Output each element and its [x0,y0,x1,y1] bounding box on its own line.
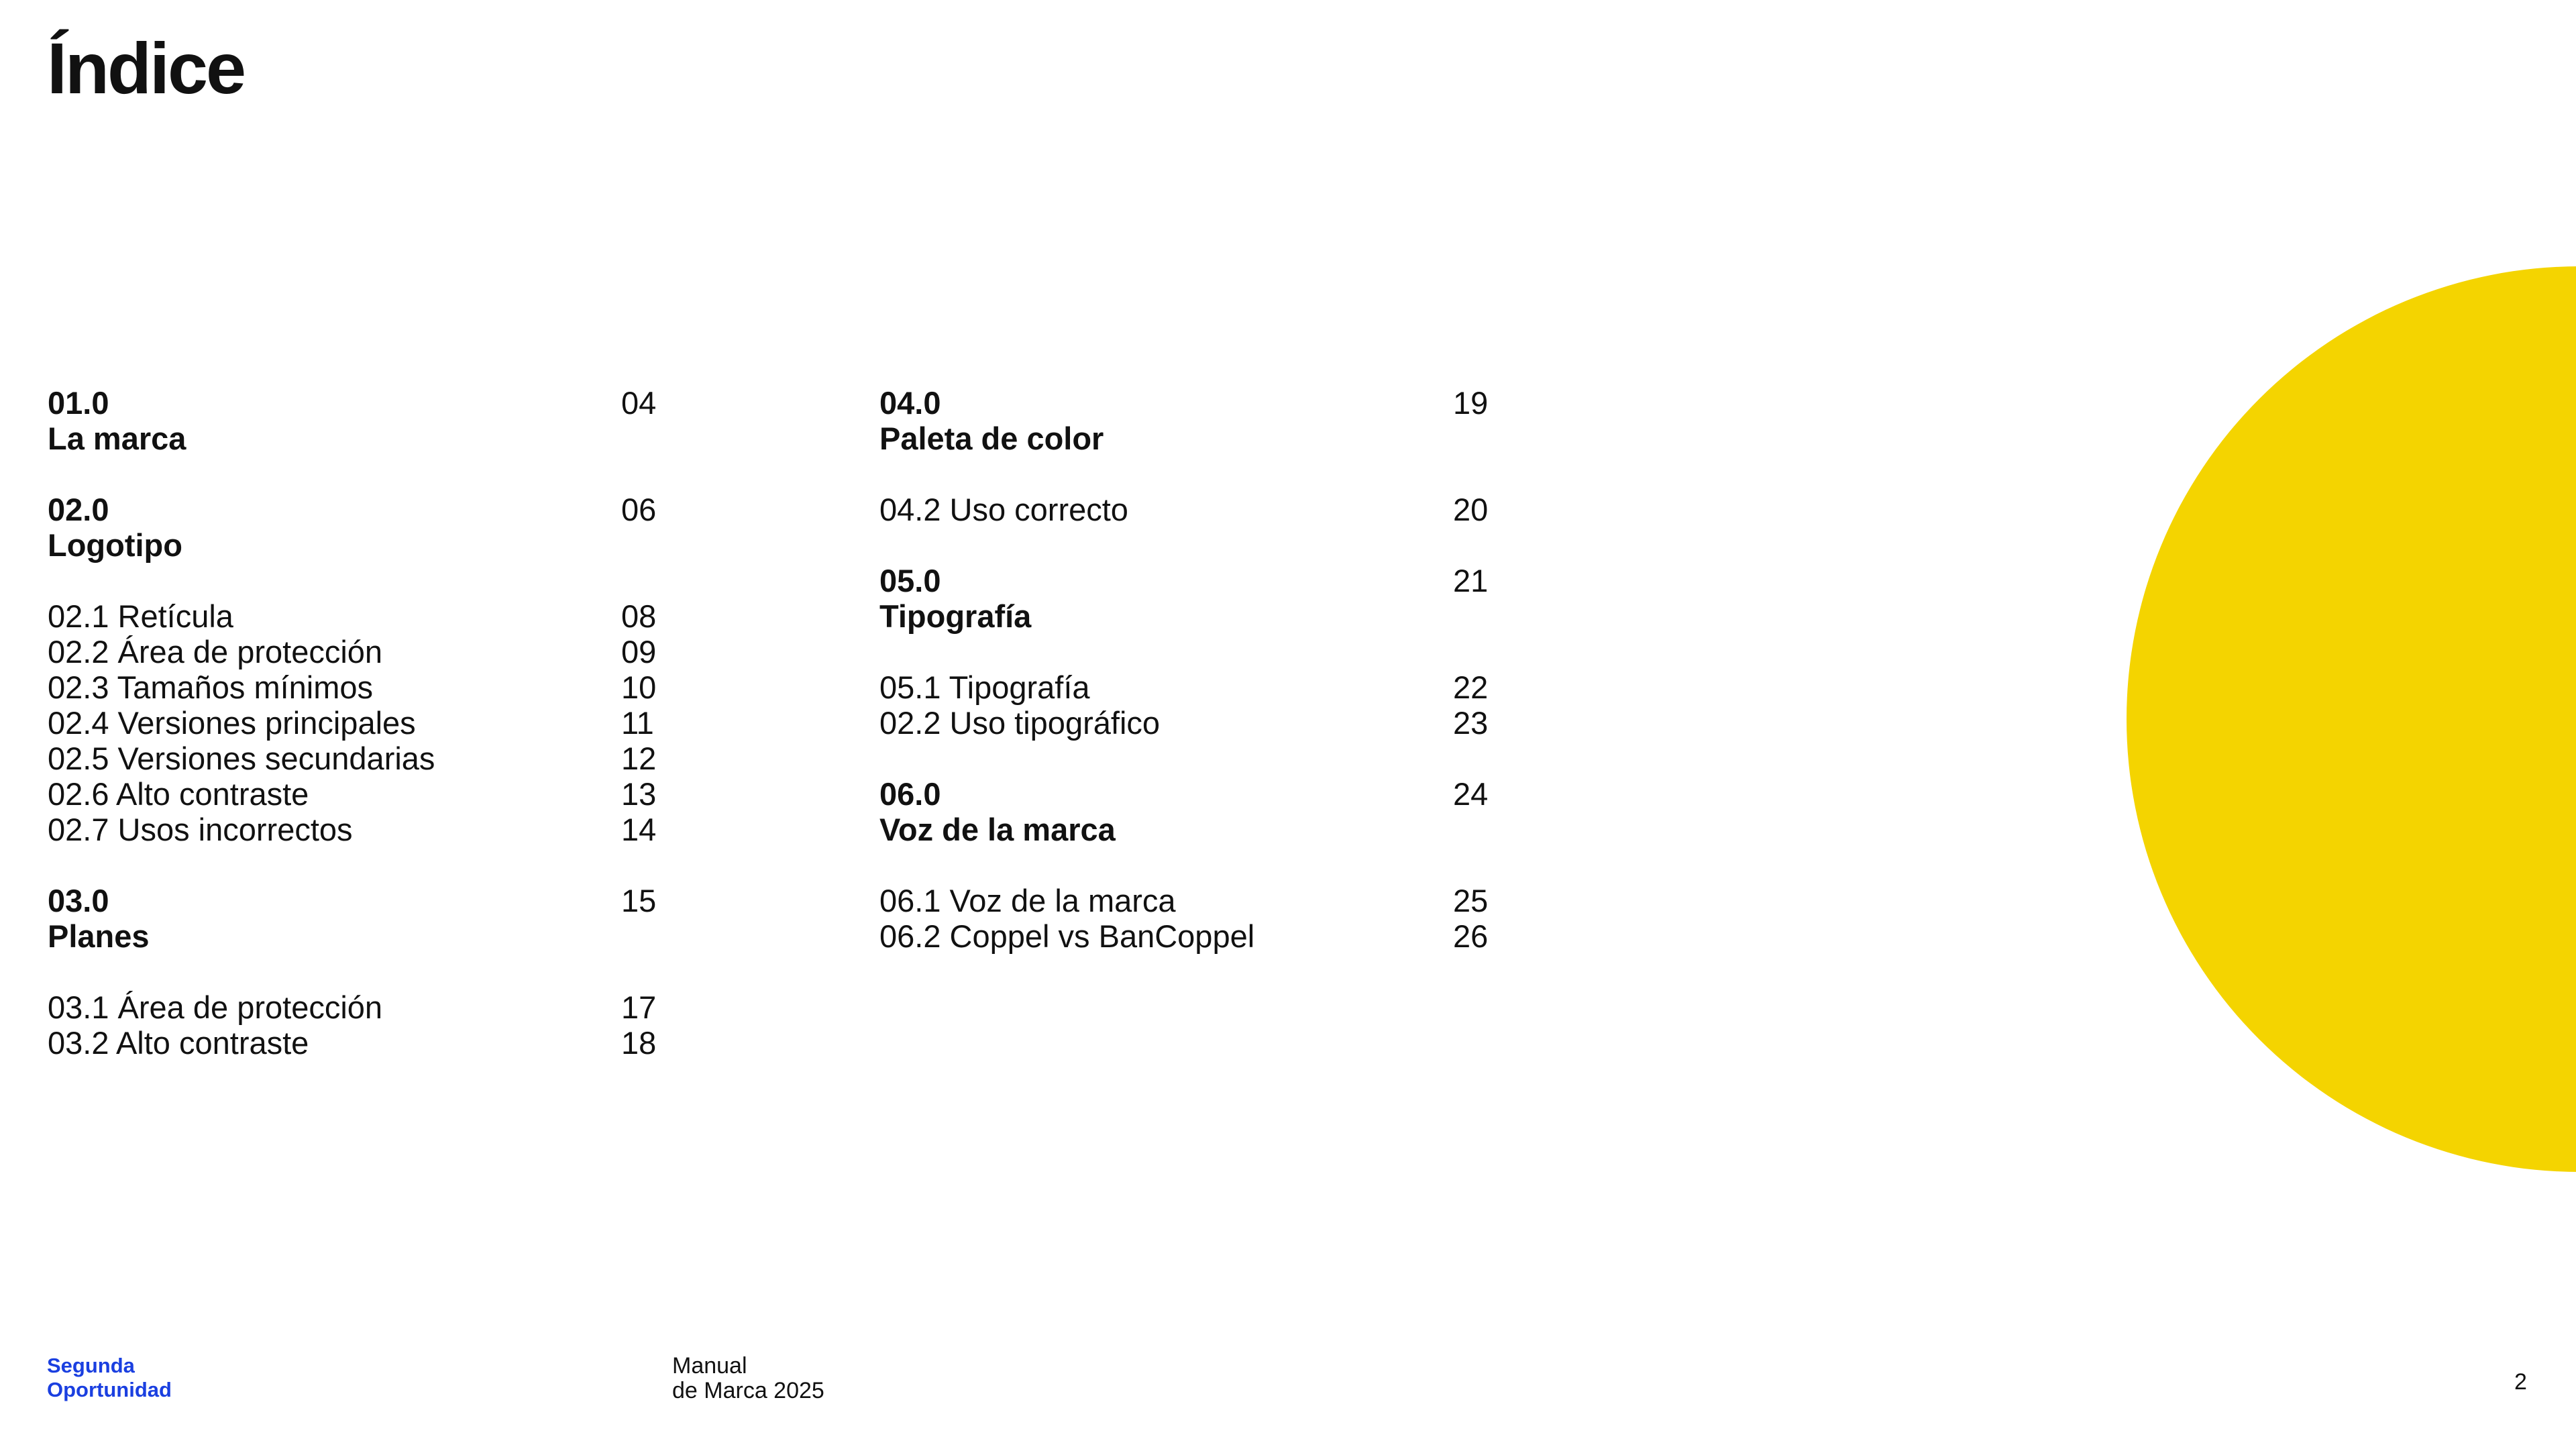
toc-item-label: 02.1 Retícula [48,598,233,634]
toc-section-title: Tipografía [879,598,1032,634]
toc-page-number: 21 [1453,563,1489,598]
toc-section-heading[interactable] [879,385,1490,421]
toc-page-number: 12 [621,741,657,776]
toc-item[interactable] [879,669,1490,705]
toc-item-label: 02.6 Alto contraste [48,776,309,812]
toc-spacer [48,954,658,989]
toc-page-number: 17 [621,989,657,1025]
toc-item[interactable] [48,598,658,634]
footer-document-title [672,1354,824,1403]
toc-item-label: 02.4 Versiones principales [48,705,416,741]
toc-page-number: 15 [621,883,657,918]
toc-page-number: 25 [1453,883,1489,918]
toc-spacer [879,456,1490,492]
toc-section-title-row[interactable] [48,527,658,563]
toc-page-number: 11 [621,705,654,741]
toc-item[interactable] [48,1025,658,1061]
toc-item[interactable] [48,812,658,847]
toc-item[interactable] [879,492,1490,527]
toc-item[interactable] [48,669,658,705]
toc-item[interactable] [48,989,658,1025]
toc-item-label: 04.2 Uso correcto [879,492,1128,527]
toc-section-heading[interactable] [48,883,658,918]
toc-section-number: 03.0 [48,883,109,918]
toc-item-label: 02.2 Uso tipográfico [879,705,1161,741]
toc-item-label: 02.7 Usos incorrectos [48,812,353,847]
toc-section-title: Planes [48,918,150,954]
toc-section-heading[interactable] [48,492,658,527]
toc-spacer [879,527,1490,563]
toc-column-right [879,385,1490,954]
toc-item-label: 02.2 Área de protección [48,634,383,669]
footer-doc-line-1: Manual [672,1353,747,1379]
toc-section-heading[interactable] [879,776,1490,812]
toc-section-title: Paleta de color [879,421,1104,456]
toc-section-title: Voz de la marca [879,812,1116,847]
toc-item-label: 02.3 Tamaños mínimos [48,669,374,705]
toc-item-label: 03.1 Área de protección [48,989,383,1025]
toc-item[interactable] [48,634,658,669]
toc-page-number: 19 [1453,385,1489,421]
toc-item-label: 02.5 Versiones secundarias [48,741,435,776]
toc-item[interactable] [48,741,658,776]
toc-spacer [879,634,1490,669]
toc-page-number: 23 [1453,705,1489,741]
footer-doc-line-2: de Marca 2025 [672,1378,824,1403]
toc-item[interactable] [879,918,1490,954]
toc-page-number: 22 [1453,669,1489,705]
toc-page-number: 14 [621,812,657,847]
toc-section-title-row[interactable] [48,421,658,456]
toc-spacer [48,563,658,598]
toc-item-label: 06.2 Coppel vs BanCoppel [879,918,1255,954]
footer-brand-logo [47,1354,172,1402]
toc-page-number: 18 [621,1025,657,1061]
toc-item[interactable] [48,776,658,812]
footer-brand-line-1: Segunda [47,1354,135,1377]
toc-page-number: 24 [1453,776,1489,812]
toc-page-number: 09 [621,634,657,669]
toc-page-number: 26 [1453,918,1489,954]
toc-section-title-row[interactable] [879,812,1490,847]
toc-spacer [879,741,1490,776]
toc-page-number: 13 [621,776,657,812]
toc-section-number: 04.0 [879,385,941,421]
toc-item-label: 06.1 Voz de la marca [879,883,1176,918]
toc-section-title-row[interactable] [879,421,1490,456]
toc-page-number: 10 [621,669,657,705]
toc-column-left [48,385,658,1061]
toc-section-heading[interactable] [48,385,658,421]
toc-section-title-row[interactable] [48,918,658,954]
toc-section-title: La marca [48,421,186,456]
toc-item-label: 03.2 Alto contraste [48,1025,309,1061]
toc-item[interactable] [48,705,658,741]
page-title: Índice [47,28,245,109]
footer-brand-line-2: Oportunidad [47,1378,172,1401]
toc-section-number: 06.0 [879,776,941,812]
toc-spacer [48,847,658,883]
toc-section-title: Logotipo [48,527,182,563]
decorative-yellow-circle [2127,266,2576,1172]
toc-item[interactable] [879,705,1490,741]
toc-page-number: 04 [621,385,657,421]
toc-section-heading[interactable] [879,563,1490,598]
toc-spacer [48,456,658,492]
toc-spacer [879,847,1490,883]
page-number: 2 [2514,1369,2527,1395]
toc-page-number: 06 [621,492,657,527]
toc-item[interactable] [879,883,1490,918]
toc-section-number: 01.0 [48,385,109,421]
toc-page-number: 20 [1453,492,1489,527]
toc-section-title-row[interactable] [879,598,1490,634]
toc-item-label: 05.1 Tipografía [879,669,1090,705]
toc-section-number: 05.0 [879,563,941,598]
toc-section-number: 02.0 [48,492,109,527]
toc-page-number: 08 [621,598,657,634]
